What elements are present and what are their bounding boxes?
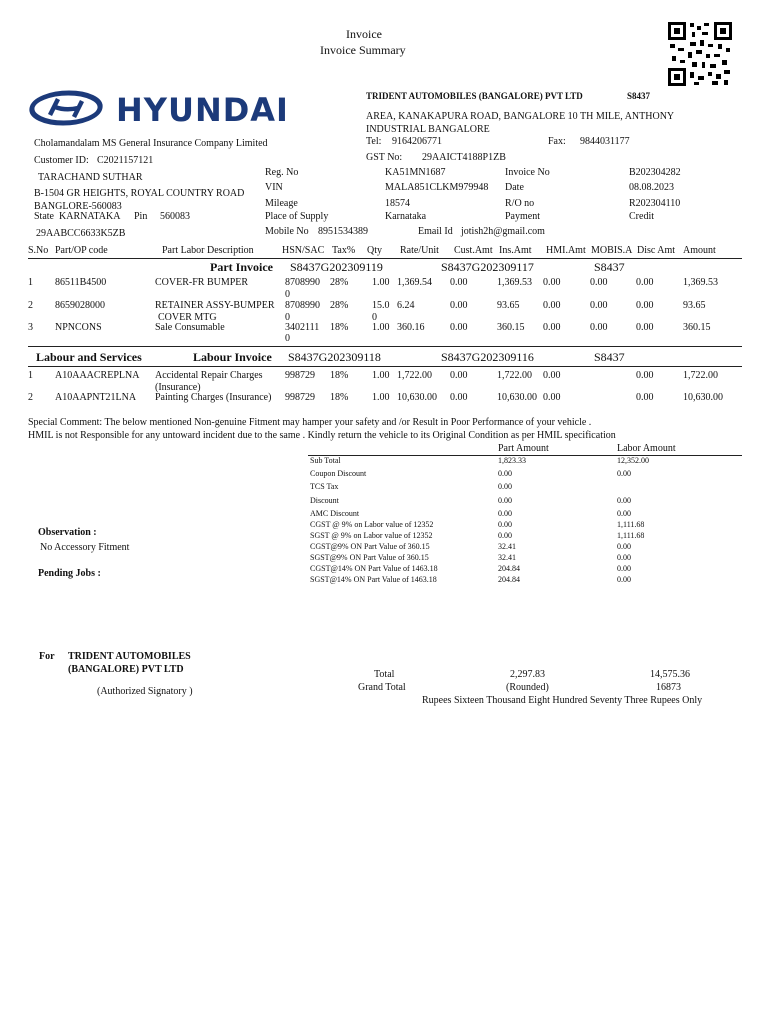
cell-mobis: 0.00	[590, 277, 608, 288]
part-invoice-ref2: S8437G202309117	[441, 260, 534, 274]
cell-amount: 1,722.00	[683, 370, 718, 381]
labour-invoice-ref2: S8437G202309116	[441, 350, 534, 364]
col-hsn: HSN/SAC	[282, 245, 325, 256]
summary-label: SGST@14% ON Part Value of 1463.18	[310, 575, 437, 584]
summary-part: 204.84	[498, 564, 520, 573]
cell-hmi: 0.00	[543, 392, 561, 403]
gst-label: GST No:	[366, 152, 403, 163]
summary-part: 0.00	[498, 482, 512, 491]
part-invoice-ref3: S8437	[594, 260, 625, 274]
cell-hsn: 8708990	[285, 300, 320, 311]
tel-value: 9164206771	[392, 136, 442, 147]
mobile-value: 8951534389	[318, 226, 368, 237]
ro-value: R202304110	[629, 198, 681, 209]
cell-ins: 10,630.00	[497, 392, 537, 403]
cell-qty: 1.00	[372, 322, 390, 333]
labour-heading: Labour and Services	[36, 350, 142, 364]
col-code: Part/OP code	[55, 245, 108, 256]
col-disc: Disc Amt	[637, 245, 676, 256]
summary-labor: 12,352.00	[617, 456, 649, 465]
cell-qty-cont: 0	[372, 312, 377, 323]
customer-id-label: Customer ID:	[34, 155, 89, 166]
customer-id: C2021157121	[97, 155, 154, 166]
gst-value: 29AAICT4188P1ZB	[422, 152, 506, 163]
cell-hsn: 3402111	[285, 322, 320, 333]
total-label: Total	[374, 669, 395, 680]
summary-part: 204.84	[498, 575, 520, 584]
cell-cust: 0.00	[450, 322, 468, 333]
cell-cust: 0.00	[450, 392, 468, 403]
summary-part: 0.00	[498, 531, 512, 540]
supply-value: Karnataka	[385, 211, 427, 222]
part-invoice-ref1: S8437G202309119	[290, 260, 383, 274]
cell-qty: 15.0	[372, 300, 390, 311]
cell-ins: 1,722.00	[497, 370, 532, 381]
vin-label: VIN	[265, 182, 283, 193]
reg-value: KA51MN1687	[385, 167, 446, 178]
date-label: Date	[505, 182, 524, 193]
cell-sno: 1	[28, 277, 33, 288]
cell-code: NPNCONS	[55, 322, 102, 333]
cell-hsn-cont: 0	[285, 312, 290, 323]
labour-invoice-ref3: S8437	[594, 350, 625, 364]
summary-label: Coupon Discount	[310, 469, 367, 478]
cell-sno: 2	[28, 392, 33, 403]
cell-rate: 10,630.00	[397, 392, 437, 403]
dealer-name: TRIDENT AUTOMOBILES (BANGALORE) PVT LTD	[366, 91, 583, 101]
summary-labor: 0.00	[617, 509, 631, 518]
insurer-name: Cholamandalam MS General Insurance Company Limited	[34, 138, 268, 149]
authorized-signatory: (Authorized Signatory )	[97, 686, 193, 697]
summary-label: CGST@9% ON Part Value of 360.15	[310, 542, 430, 551]
summary-labor: 0.00	[617, 542, 631, 551]
col-amount: Amount	[683, 245, 716, 256]
mileage-label: Mileage	[265, 198, 298, 209]
state-label: State	[34, 211, 54, 222]
amount-in-words: Rupees Sixteen Thousand Eight Hundred Seventy Three Rupees Only	[422, 695, 703, 706]
grand-total-rounded: (Rounded)	[506, 682, 549, 693]
mobile-label: Mobile No	[265, 226, 309, 237]
email-value: jotish2h@gmail.com	[461, 226, 545, 237]
summary-label: Sub Total	[310, 456, 341, 465]
title-line1: Invoice	[346, 27, 382, 41]
col-rate: Rate/Unit	[400, 245, 439, 256]
grand-total-value: 16873	[656, 682, 681, 693]
summary-labor: 0.00	[617, 575, 631, 584]
summary-part: 0.00	[498, 520, 512, 529]
summary-part: 0.00	[498, 509, 512, 518]
summary-labor: 0.00	[617, 496, 631, 505]
cell-desc: Sale Consumable	[155, 322, 225, 333]
cell-tax: 18%	[330, 392, 349, 403]
cell-sno: 3	[28, 322, 33, 333]
fax-label: Fax:	[548, 136, 566, 147]
cell-mobis: 0.00	[590, 300, 608, 311]
labour-invoice-label: Labour Invoice	[193, 350, 272, 364]
cell-amount: 93.65	[683, 300, 706, 311]
qr-code	[666, 20, 734, 88]
pin-value: 560083	[160, 211, 190, 222]
summary-labor: 0.00	[617, 469, 631, 478]
supply-label: Place of Supply	[265, 211, 329, 222]
invoice-no-label: Invoice No	[505, 167, 550, 178]
summary-label: CGST @ 9% on Labor value of 12352	[310, 520, 434, 529]
cell-qty: 1.00	[372, 392, 390, 403]
cell-hsn: 8708990	[285, 277, 320, 288]
for-company-1: TRIDENT AUTOMOBILES	[68, 651, 191, 662]
col-ins-amt: Ins.Amt	[499, 245, 532, 256]
summary-part: 32.41	[498, 542, 516, 551]
cell-ins: 360.15	[497, 322, 525, 333]
col-hmi-amt: HMI.Amt	[546, 245, 586, 256]
fax-value: 9844031177	[580, 136, 630, 147]
summary-label: SGST@9% ON Part Value of 360.15	[310, 553, 429, 562]
col-sno: S.No	[28, 245, 49, 256]
cell-qty: 1.00	[372, 370, 390, 381]
total-labor: 14,575.36	[650, 669, 690, 680]
cell-code: A10AAPNT21LNA	[55, 392, 137, 403]
cell-tax: 18%	[330, 370, 349, 381]
summary-labor: 1,111.68	[617, 531, 645, 540]
col-description: Part Labor Description	[162, 245, 254, 256]
payment-label: Payment	[505, 211, 540, 222]
cell-desc: Painting Charges (Insurance)	[155, 392, 272, 403]
cell-hmi: 0.00	[543, 277, 561, 288]
cell-tax: 18%	[330, 322, 349, 333]
cell-tax: 28%	[330, 277, 349, 288]
ro-label: R/O no	[505, 198, 535, 209]
col-tax: Tax%	[332, 245, 356, 256]
section-rule	[28, 346, 742, 347]
cell-desc: COVER-FR BUMPER	[155, 277, 249, 288]
cell-desc-cont: (Insurance)	[155, 382, 201, 393]
cell-rate: 1,722.00	[397, 370, 432, 381]
dealer-address-1: AREA, KANAKAPURA ROAD, BANGALORE 10 TH MILE, ANTHONY	[366, 111, 675, 122]
grand-total-label: Grand Total	[358, 682, 406, 693]
cell-amount: 360.15	[683, 322, 711, 333]
summary-label: Discount	[310, 496, 339, 505]
dealer-address-2: INDUSTRIAL BANGALORE	[366, 124, 490, 135]
observation-label: Observation :	[38, 527, 97, 538]
cell-rate: 6.24	[397, 300, 415, 311]
dealer-code: S8437	[627, 91, 651, 101]
cell-ins: 1,369.53	[497, 277, 532, 288]
customer-address-1: B-1504 GR HEIGHTS, ROYAL COUNTRY ROAD	[34, 188, 245, 199]
customer-name: TARACHAND SUTHAR	[38, 172, 143, 183]
part-invoice-label: Part Invoice	[210, 260, 273, 274]
summary-part: 0.00	[498, 469, 512, 478]
state-value: KARNATAKA	[59, 211, 121, 222]
summary-label: TCS Tax	[310, 482, 339, 491]
vin-value: MALA851CLKM979948	[385, 182, 489, 193]
cell-sno: 2	[28, 300, 33, 311]
cell-sno: 1	[28, 370, 33, 381]
pin-label: Pin	[134, 211, 148, 222]
cell-qty: 1.00	[372, 277, 390, 288]
col-mobis: MOBIS.A	[591, 245, 633, 256]
header-rule	[28, 258, 742, 259]
summary-label: AMC Discount	[310, 509, 360, 518]
cell-desc-cont: COVER MTG	[158, 312, 217, 323]
cell-cust: 0.00	[450, 300, 468, 311]
cell-disc: 0.00	[636, 392, 654, 403]
cell-amount: 1,369.53	[683, 277, 718, 288]
cell-hsn: 998729	[285, 392, 315, 403]
email-label: Email Id	[418, 226, 453, 237]
summary-part: 1,823.33	[498, 456, 526, 465]
customer-address-2: BANGLORE-560083	[34, 201, 122, 212]
mileage-value: 18574	[385, 198, 410, 209]
special-comment-2: HMIL is not Responsible for any untoward incident due to the same . Kindly return the vehicle to its Original Condition as per HMIL specification	[28, 430, 616, 441]
cell-disc: 0.00	[636, 370, 654, 381]
cell-desc: Accidental Repair Charges	[155, 370, 263, 381]
labour-rule	[28, 366, 742, 367]
summary-label: CGST@14% ON Part Value of 1463.18	[310, 564, 438, 573]
cell-amount: 10,630.00	[683, 392, 723, 403]
cell-code: 86511B4500	[55, 277, 107, 288]
customer-gstin: 29AABCC6633K5ZB	[36, 228, 126, 239]
title-line2: Invoice Summary	[320, 43, 406, 57]
summary-labor: 0.00	[617, 564, 631, 573]
summary-part: 32.41	[498, 553, 516, 562]
cell-hmi: 0.00	[543, 370, 561, 381]
cell-hsn-cont: 0	[285, 289, 290, 300]
labour-invoice-ref1: S8437G202309118	[288, 350, 381, 364]
cell-hmi: 0.00	[543, 300, 561, 311]
cell-rate: 360.16	[397, 322, 425, 333]
cell-code: 8659028000	[55, 300, 105, 311]
payment-value: Credit	[629, 211, 654, 222]
cell-tax: 28%	[330, 300, 349, 311]
cell-cust: 0.00	[450, 370, 468, 381]
cell-hsn: 998729	[285, 370, 315, 381]
summary-label: SGST @ 9% on Labor value of 12352	[310, 531, 433, 540]
summary-labor: 1,111.68	[617, 520, 645, 529]
cell-ins: 93.65	[497, 300, 520, 311]
reg-label: Reg. No	[265, 167, 299, 178]
cell-mobis: 0.00	[590, 322, 608, 333]
logo-text: HYUNDAI	[116, 91, 289, 128]
summary-col-labor: Labor Amount	[617, 443, 676, 454]
total-part: 2,297.83	[510, 669, 545, 680]
date-value: 08.08.2023	[629, 182, 674, 193]
cell-hmi: 0.00	[543, 322, 561, 333]
summary-part: 0.00	[498, 496, 512, 505]
tel-label: Tel:	[366, 136, 382, 147]
cell-desc: RETAINER ASSY-BUMPER	[155, 300, 275, 311]
special-comment-1: Special Comment: The below mentioned Non-genuine Fitment may hamper your safety and /or Result in Poor Performance of your vehicle .	[28, 417, 592, 428]
cell-code: A10AAACREPLNA	[55, 370, 140, 381]
col-qty: Qty	[367, 245, 382, 256]
pending-jobs-label: Pending Jobs :	[38, 568, 101, 579]
observation-value: No Accessory Fitment	[40, 542, 130, 553]
invoice-no: B202304282	[629, 167, 681, 178]
for-label: For	[39, 651, 55, 662]
summary-col-part: Part Amount	[498, 443, 549, 454]
cell-disc: 0.00	[636, 277, 654, 288]
for-company-2: (BANGALORE) PVT LTD	[68, 664, 184, 675]
cell-disc: 0.00	[636, 300, 654, 311]
cell-rate: 1,369.54	[397, 277, 432, 288]
cell-disc: 0.00	[636, 322, 654, 333]
cell-hsn-cont: 0	[285, 333, 290, 344]
col-cust-amt: Cust.Amt	[454, 245, 493, 256]
cell-cust: 0.00	[450, 277, 468, 288]
hyundai-logo	[28, 88, 318, 128]
summary-labor: 0.00	[617, 553, 631, 562]
